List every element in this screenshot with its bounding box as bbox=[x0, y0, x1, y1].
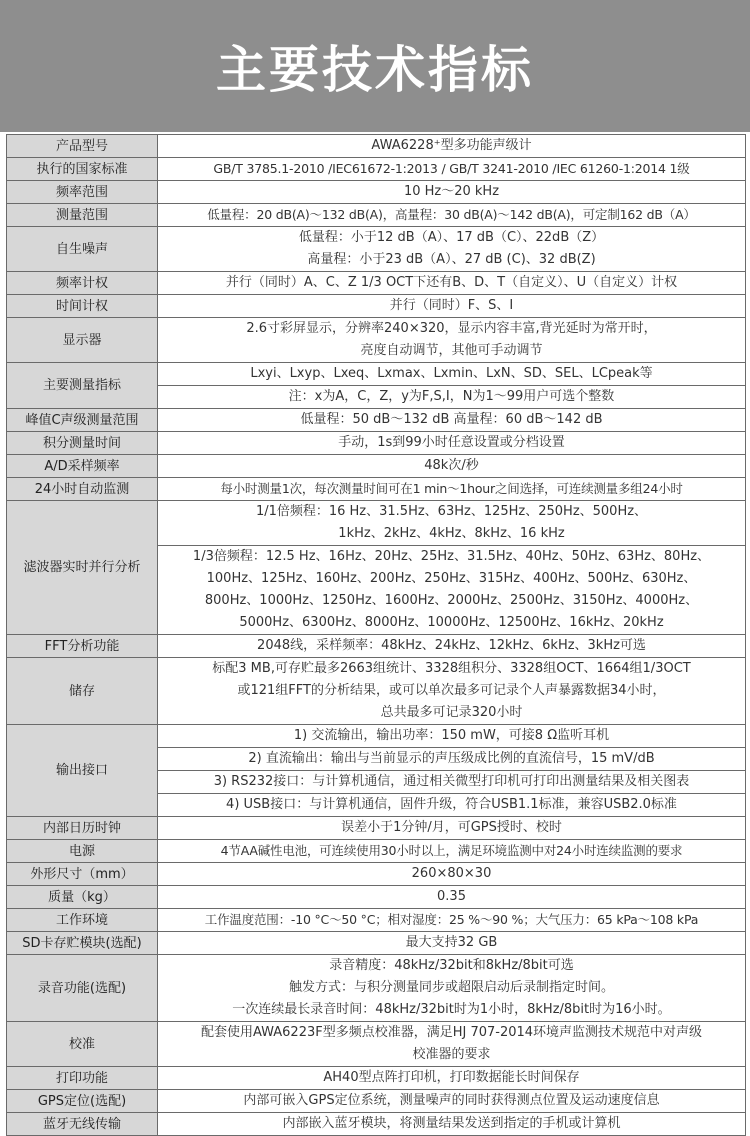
spec-label: 时间计权 bbox=[7, 295, 158, 318]
spec-label: 储存 bbox=[7, 658, 158, 725]
spec-value bbox=[158, 771, 746, 794]
spec-value-line: 标配3 MB,可存贮最多2663组统计、3328组积分、3328组OCT、1664组1/3OCT bbox=[212, 661, 691, 676]
spec-value-line: 2048线，采样频率：48kHz、24kHz、12kHz、6kHz、3kHz可选 bbox=[257, 638, 646, 653]
spec-row bbox=[7, 1113, 746, 1136]
spec-value bbox=[158, 432, 746, 455]
spec-table-body bbox=[7, 135, 746, 1136]
spec-label: 自生噪声 bbox=[7, 227, 158, 272]
spec-value-line: GB/T 3785.1-2010 /IEC61672-1:2013 / GB/T 3241-2010 /IEC 61260-1:2014 1级 bbox=[213, 161, 690, 176]
spec-value bbox=[158, 204, 746, 227]
spec-value-line: 手动，1s到99小时任意设置或分档设置 bbox=[338, 435, 565, 450]
spec-value bbox=[158, 863, 746, 886]
spec-row bbox=[7, 409, 746, 432]
spec-label: 积分测量时间 bbox=[7, 432, 158, 455]
spec-label: 显示器 bbox=[7, 318, 158, 363]
spec-value bbox=[158, 635, 746, 658]
spec-value-line: 4) USB接口：与计算机通信，固件升级，符合USB1.1标准，兼容USB2.0标准 bbox=[226, 797, 677, 812]
spec-row bbox=[7, 955, 746, 1022]
spec-value bbox=[158, 748, 746, 771]
spec-value-line: 触发方式：与积分测量同步或超限启动后录制指定时间。 bbox=[288, 980, 614, 995]
spec-value-line: 5000Hz、6300Hz、8000Hz、10000Hz、12500Hz、16kHz、20kHz bbox=[239, 615, 664, 630]
spec-row bbox=[7, 272, 746, 295]
spec-value-line: 800Hz、1000Hz、1250Hz、1600Hz、2000Hz、2500Hz、3150Hz、4000Hz、 bbox=[204, 593, 699, 608]
spec-row bbox=[7, 204, 746, 227]
spec-value-line: 内部嵌入蓝牙模块，将测量结果发送到指定的手机或计算机 bbox=[282, 1116, 621, 1131]
spec-value-line: 高量程：小于23 dB（A）、27 dB (C)、32 dB(Z) bbox=[307, 252, 596, 267]
spec-row bbox=[7, 432, 746, 455]
spec-value bbox=[158, 455, 746, 478]
spec-label: A/D采样频率 bbox=[7, 455, 158, 478]
spec-label: 执行的国家标准 bbox=[7, 158, 158, 181]
spec-value-line: 4节AA碱性电池，可连续使用30小时以上，满足环境监测中对24小时连续监测的要求 bbox=[220, 843, 683, 858]
spec-value-line: 1/1倍频程：16 Hz、31.5Hz、63Hz、125Hz、250Hz、500Hz、 bbox=[255, 504, 648, 519]
spec-value bbox=[158, 1067, 746, 1090]
spec-row bbox=[7, 363, 746, 386]
spec-row bbox=[7, 1022, 746, 1067]
spec-row bbox=[7, 1067, 746, 1090]
spec-value bbox=[158, 295, 746, 318]
spec-value bbox=[158, 1113, 746, 1136]
spec-label: 峰值C声级测量范围 bbox=[7, 409, 158, 432]
spec-value-line: 48k次/秒 bbox=[424, 458, 479, 473]
spec-value-line: AH40型点阵打印机，打印数据能长时间保存 bbox=[323, 1070, 580, 1085]
spec-value bbox=[158, 318, 746, 363]
spec-value-line: 1/3倍频程：12.5 Hz、16Hz、20Hz、25Hz、31.5Hz、40Hz、50Hz、63Hz、80Hz、 bbox=[192, 549, 711, 564]
spec-value-line: 或121组FFT的分析结果，或可以单次最多可记录个人声暴露数据34小时， bbox=[237, 683, 666, 698]
spec-value bbox=[158, 272, 746, 295]
spec-row bbox=[7, 227, 746, 272]
spec-row bbox=[7, 295, 746, 318]
spec-value-line: 一次连续最长录音时间：48kHz/32bit时为1小时，8kHz/8bit时为16小时。 bbox=[232, 1002, 671, 1017]
spec-value bbox=[158, 909, 746, 932]
spec-value bbox=[158, 386, 746, 409]
spec-row bbox=[7, 158, 746, 181]
spec-value bbox=[158, 955, 746, 1022]
spec-row bbox=[7, 318, 746, 363]
spec-row bbox=[7, 658, 746, 725]
spec-value-line: 低量程：50 dB～132 dB 高量程：60 dB～142 dB bbox=[300, 412, 603, 427]
spec-value-line: 低量程：20 dB(A)～132 dB(A)，高量程：30 dB(A)～142 dB(A)，可定制162 dB（A） bbox=[207, 207, 696, 222]
spec-label: FFT分析功能 bbox=[7, 635, 158, 658]
spec-table bbox=[6, 134, 746, 1136]
spec-label: 产品型号 bbox=[7, 135, 158, 158]
spec-label: 内部日历时钟 bbox=[7, 817, 158, 840]
spec-value-line: 3) RS232接口：与计算机通信，通过相关微型打印机可打印出测量结果及相关图表 bbox=[213, 774, 690, 789]
spec-row bbox=[7, 840, 746, 863]
spec-value-line: 100Hz、125Hz、160Hz、200Hz、250Hz、315Hz、400Hz、500Hz、630Hz、 bbox=[206, 571, 697, 586]
spec-label: 外形尺寸（mm） bbox=[7, 863, 158, 886]
spec-row bbox=[7, 181, 746, 204]
spec-label: 24小时自动监测 bbox=[7, 478, 158, 501]
spec-value-line: 总共最多可记录320小时 bbox=[380, 705, 523, 720]
spec-label: 质量（kg） bbox=[7, 886, 158, 909]
spec-value-line: 每小时测量1次，每次测量时间可在1 min～1hour之间选择，可连续测量多组24小时 bbox=[220, 481, 683, 496]
spec-value bbox=[158, 181, 746, 204]
spec-label: 主要测量指标 bbox=[7, 363, 158, 409]
page-title: 主要技术指标 bbox=[216, 41, 534, 99]
spec-value bbox=[158, 409, 746, 432]
spec-value bbox=[158, 135, 746, 158]
spec-label: 测量范围 bbox=[7, 204, 158, 227]
spec-label: 频率范围 bbox=[7, 181, 158, 204]
spec-label: 频率计权 bbox=[7, 272, 158, 295]
spec-value-line: 注：x为A，C，Z，y为F,S,I，N为1～99用户可选个整数 bbox=[288, 389, 615, 404]
spec-value-line: 260×80×30 bbox=[411, 866, 492, 881]
spec-value-line: 工作温度范围：-10 °C～50 °C；相对湿度：25 %～90 %；大气压力：65 kPa～108 kPa bbox=[204, 912, 699, 927]
spec-value bbox=[158, 794, 746, 817]
spec-value-line: 误差小于1分钟/月，可GPS授时、校时 bbox=[341, 820, 562, 835]
spec-value-line: Lxyi、Lxyp、Lxeq、Lxmax、Lxmin、LxN、SD、SEL、LCpeak等 bbox=[250, 366, 653, 381]
spec-value-line: 并行（同时）A、C、Z 1/3 OCT下还有B、D、T（自定义）、U（自定义）计权 bbox=[225, 275, 678, 290]
spec-label: 蓝牙无线传输 bbox=[7, 1113, 158, 1136]
title-banner bbox=[0, 0, 750, 132]
spec-row bbox=[7, 817, 746, 840]
spec-label: 校准 bbox=[7, 1022, 158, 1067]
spec-row bbox=[7, 932, 746, 955]
spec-value bbox=[158, 546, 746, 635]
spec-row bbox=[7, 909, 746, 932]
spec-value-line: AWA6228⁺型多功能声级计 bbox=[371, 138, 532, 153]
spec-label: GPS定位(选配) bbox=[7, 1090, 158, 1113]
spec-row bbox=[7, 135, 746, 158]
spec-value bbox=[158, 725, 746, 748]
spec-label: 滤波器实时并行分析 bbox=[7, 501, 158, 635]
spec-label: 电源 bbox=[7, 840, 158, 863]
spec-label: 工作环境 bbox=[7, 909, 158, 932]
spec-label: 输出接口 bbox=[7, 725, 158, 817]
spec-value bbox=[158, 658, 746, 725]
spec-value-line: 0.35 bbox=[437, 889, 466, 904]
spec-value-line: 1kHz、2kHz、4kHz、8kHz、16 kHz bbox=[338, 526, 565, 541]
spec-row bbox=[7, 635, 746, 658]
spec-row bbox=[7, 1090, 746, 1113]
spec-label: SD卡存贮模块(选配) bbox=[7, 932, 158, 955]
spec-value bbox=[158, 1090, 746, 1113]
spec-row bbox=[7, 501, 746, 546]
spec-value-line: 内部可嵌入GPS定位系统，测量噪声的同时获得测点位置及运动速度信息 bbox=[243, 1093, 660, 1108]
spec-value bbox=[158, 227, 746, 272]
spec-row bbox=[7, 886, 746, 909]
spec-value bbox=[158, 501, 746, 546]
spec-value-line: 配套使用AWA6223F型多频点校准器，满足HJ 707-2014环境声监测技术规范中对声级 bbox=[200, 1025, 703, 1040]
spec-value bbox=[158, 158, 746, 181]
spec-label: 打印功能 bbox=[7, 1067, 158, 1090]
spec-row bbox=[7, 863, 746, 886]
spec-value-line: 亮度自动调节，其他可手动调节 bbox=[360, 343, 543, 358]
spec-value bbox=[158, 478, 746, 501]
spec-value bbox=[158, 886, 746, 909]
spec-value bbox=[158, 817, 746, 840]
spec-value bbox=[158, 932, 746, 955]
spec-value-line: 录音精度：48kHz/32bit和8kHz/8bit可选 bbox=[329, 958, 574, 973]
spec-value-line: 2.6寸彩屏显示，分辨率240×320，显示内容丰富,背光延时为常开时， bbox=[246, 321, 657, 336]
spec-value-line: 2) 直流输出：输出与当前显示的声压级成比例的直流信号，15 mV/dB bbox=[248, 751, 655, 766]
spec-value-line: 10 Hz～20 kHz bbox=[403, 184, 500, 199]
spec-value-line: 并行（同时）F、S、I bbox=[389, 298, 514, 313]
spec-value-line: 最大支持32 GB bbox=[405, 935, 498, 950]
spec-row bbox=[7, 478, 746, 501]
spec-label: 录音功能(选配) bbox=[7, 955, 158, 1022]
spec-value bbox=[158, 1022, 746, 1067]
spec-value-line: 1) 交流输出，输出功率：150 mW，可接8 Ω监听耳机 bbox=[293, 728, 610, 743]
spec-value bbox=[158, 840, 746, 863]
spec-row bbox=[7, 455, 746, 478]
spec-row bbox=[7, 725, 746, 748]
spec-value bbox=[158, 363, 746, 386]
spec-value-line: 校准器的要求 bbox=[412, 1047, 491, 1062]
spec-value-line: 低量程：小于12 dB（A）、17 dB（C）、22dB（Z） bbox=[298, 230, 605, 245]
